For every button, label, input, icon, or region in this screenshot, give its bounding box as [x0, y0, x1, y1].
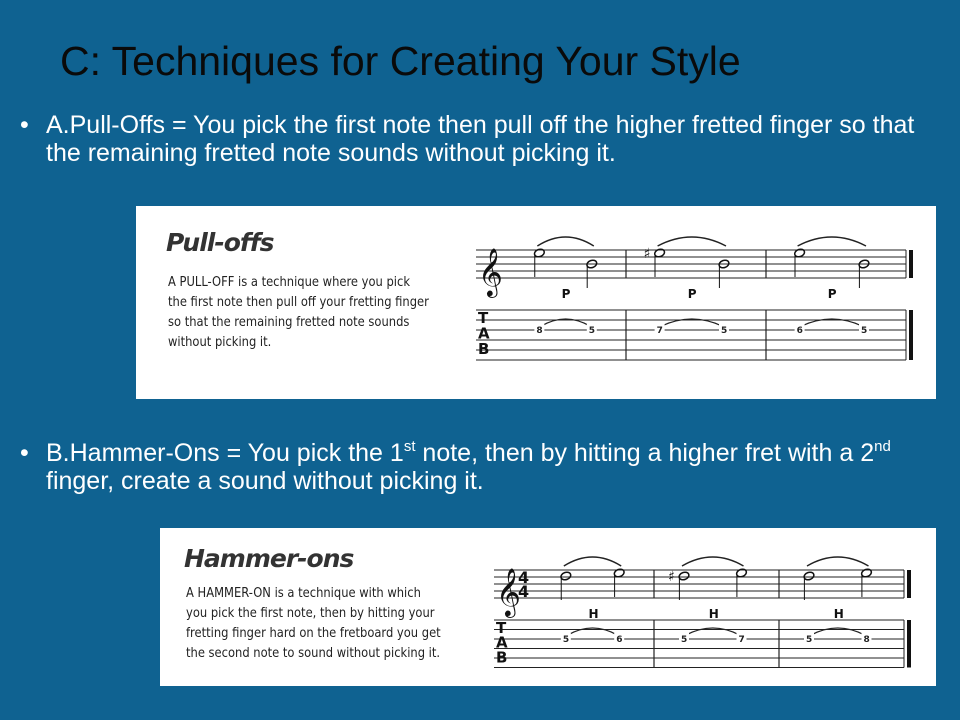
tab-letter: A [496, 633, 508, 652]
time-signature-bottom: 4 [518, 582, 530, 601]
time-signature-top: 4 [518, 568, 530, 587]
slide-title: C: Techniques for Creating Your Style [60, 38, 741, 84]
pull-offs-notation [476, 236, 916, 366]
hammer-ons-notation [494, 556, 914, 676]
technique-mark: P [561, 287, 571, 301]
tab-letter: B [478, 340, 490, 358]
tab-number: 5 [721, 326, 728, 336]
bullet-dot: • [20, 439, 29, 467]
technique-mark: H [588, 607, 599, 621]
slur [658, 237, 726, 246]
tab-number: 6 [796, 326, 803, 336]
tab-number: 5 [562, 635, 570, 645]
technique-mark: H [708, 607, 719, 621]
technique-mark: P [687, 287, 697, 301]
tab-letter: A [478, 324, 490, 343]
tab-letter: B [496, 648, 508, 667]
hammer-ons-description: A HAMMER-ON is a technique with which you pick the first note, then by hitting your fretting finger hard on the fretboard you get the second note to sound without picking it. [186, 586, 441, 661]
slur [537, 237, 593, 246]
pull-offs-figure [136, 206, 936, 399]
tab-number: 7 [656, 326, 663, 336]
tab-number: 7 [738, 635, 745, 645]
tab-letter: T [496, 619, 507, 637]
slur [564, 557, 621, 566]
pull-offs-heading: Pull-offs [166, 228, 274, 257]
bullet-text: B.Hammer-Ons = You pick the 1st note, then by hitting a higher fret with a 2nd finger, create a sound without picking it. [46, 437, 891, 495]
technique-mark: H [833, 607, 844, 621]
tab-number: 5 [861, 326, 868, 336]
tab-letter: T [478, 309, 489, 327]
slur [682, 557, 744, 566]
bullet-text: A.Pull-Offs = You pick the first note then pull off the higher fretted finger so that the remaining fretted note sounds without picking it. [46, 111, 915, 167]
bullet-dot: • [20, 111, 29, 139]
tab-number: 5 [588, 326, 596, 336]
technique-mark: P [827, 287, 837, 301]
pull-offs-description: A PULL-OFF is a technique where you pick the first note then pull off your fretting finger so that the remaining fretted note sounds without picking it. [168, 275, 429, 350]
tab-number: 8 [863, 635, 870, 645]
sharp-icon: ♯ [668, 569, 675, 585]
hammer-ons-heading: Hammer-ons [184, 544, 354, 573]
treble-clef-icon: 𝄞 [496, 567, 521, 616]
treble-clef-icon: 𝄞 [478, 247, 503, 296]
hammer-ons-figure [160, 528, 936, 686]
tab-number: 5 [806, 635, 813, 645]
tab-number: 6 [616, 635, 623, 645]
slur [798, 237, 866, 246]
sharp-icon: ♯ [643, 246, 651, 262]
slur [807, 557, 869, 566]
tab-number: 8 [536, 326, 543, 336]
tab-number: 5 [681, 635, 688, 645]
